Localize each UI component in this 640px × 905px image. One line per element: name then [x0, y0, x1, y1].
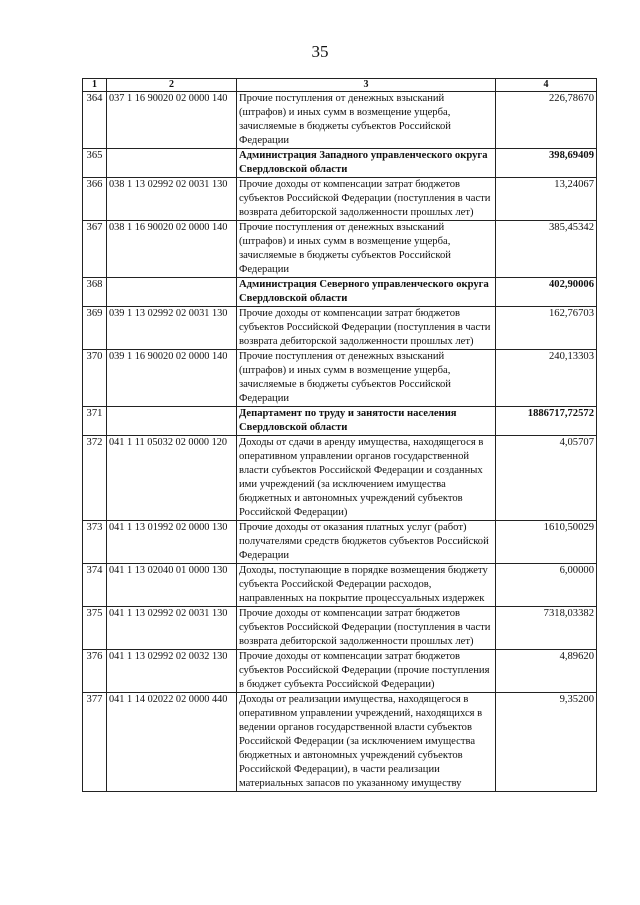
table-header-row [83, 79, 597, 92]
table-row [83, 178, 597, 221]
revenue-amount: 9,35200 [496, 693, 597, 792]
table-row [83, 564, 597, 607]
table-row [83, 350, 597, 407]
revenue-amount: 6,00000 [496, 564, 597, 607]
revenue-amount: 4,05707 [496, 436, 597, 521]
table-row [83, 149, 597, 178]
budget-classification-code: 037 1 16 90020 02 0000 140 [107, 92, 237, 149]
revenue-amount: 240,13303 [496, 350, 597, 407]
row-number: 377 [83, 693, 107, 792]
table-row [83, 650, 597, 693]
table-row [83, 307, 597, 350]
budget-classification-code [107, 149, 237, 178]
row-number: 374 [83, 564, 107, 607]
column-header-1: 1 [83, 79, 107, 92]
revenue-name: Доходы, поступающие в порядке возмещения бюджету субъекта Российской Федерации расходов, направленных на покрытие процессуальных издержек [237, 564, 496, 607]
revenue-name: Прочие поступления от денежных взысканий (штрафов) и иных сумм в возмещение ущерба, зачисляемые в бюджеты субъектов Российской Федерации [237, 350, 496, 407]
table-row [83, 278, 597, 307]
revenue-amount: 398,69409 [496, 149, 597, 178]
column-header-4: 4 [496, 79, 597, 92]
table-row [83, 221, 597, 278]
row-number: 376 [83, 650, 107, 693]
row-number: 365 [83, 149, 107, 178]
budget-classification-code: 041 1 13 02992 02 0032 130 [107, 650, 237, 693]
budget-classification-code: 041 1 13 02040 01 0000 130 [107, 564, 237, 607]
column-header-3: 3 [237, 79, 496, 92]
revenue-name: Прочие поступления от денежных взысканий (штрафов) и иных сумм в возмещение ущерба, зачисляемые в бюджеты субъектов Российской Федерации [237, 92, 496, 149]
budget-classification-code: 039 1 13 02992 02 0031 130 [107, 307, 237, 350]
table-row [83, 436, 597, 521]
row-number: 371 [83, 407, 107, 436]
revenue-name: Прочие доходы от оказания платных услуг (работ) получателями средств бюджетов субъектов Российской Федерации [237, 521, 496, 564]
revenue-name: Прочие доходы от компенсации затрат бюджетов субъектов Российской Федерации (прочие поступления в бюджет субъекта Российской Федерации) [237, 650, 496, 693]
revenue-amount: 1886717,72572 [496, 407, 597, 436]
budget-classification-code: 041 1 11 05032 02 0000 120 [107, 436, 237, 521]
revenue-amount: 226,78670 [496, 92, 597, 149]
table-row [83, 521, 597, 564]
revenue-amount: 7318,03382 [496, 607, 597, 650]
revenue-amount: 1610,50029 [496, 521, 597, 564]
budget-classification-code: 039 1 16 90020 02 0000 140 [107, 350, 237, 407]
table-row [83, 92, 597, 149]
revenue-name: Департамент по труду и занятости населения Свердловской области [237, 407, 496, 436]
revenue-name: Прочие доходы от компенсации затрат бюджетов субъектов Российской Федерации (поступления в части возврата дебиторской задолженности прошлых лет) [237, 607, 496, 650]
budget-classification-code [107, 278, 237, 307]
column-header-2: 2 [107, 79, 237, 92]
row-number: 367 [83, 221, 107, 278]
row-number: 372 [83, 436, 107, 521]
revenue-name: Администрация Западного управленческого округа Свердловской области [237, 149, 496, 178]
budget-classification-code: 041 1 13 01992 02 0000 130 [107, 521, 237, 564]
revenue-name: Администрация Северного управленческого округа Свердловской области [237, 278, 496, 307]
row-number: 369 [83, 307, 107, 350]
budget-classification-code: 041 1 13 02992 02 0031 130 [107, 607, 237, 650]
revenue-name: Доходы от реализации имущества, находящегося в оперативном управлении учреждений, находящихся в ведении органов государственной власти субъектов Российской Федерации (за исключением имущества бюджетных и автономных учреждений субъектов Российской Федерации), в части реализации материальных запасов по указанному имуществу [237, 693, 496, 792]
table-row [83, 693, 597, 792]
revenue-name: Прочие доходы от компенсации затрат бюджетов субъектов Российской Федерации (поступления в части возврата дебиторской задолженности прошлых лет) [237, 307, 496, 350]
row-number: 364 [83, 92, 107, 149]
revenue-name: Прочие поступления от денежных взысканий (штрафов) и иных сумм в возмещение ущерба, зачисляемые в бюджеты субъектов Российской Федерации [237, 221, 496, 278]
row-number: 366 [83, 178, 107, 221]
revenue-table [82, 78, 597, 792]
revenue-name: Прочие доходы от компенсации затрат бюджетов субъектов Российской Федерации (поступления в части возврата дебиторской задолженности прошлых лет) [237, 178, 496, 221]
table-row [83, 607, 597, 650]
budget-classification-code: 038 1 13 02992 02 0031 130 [107, 178, 237, 221]
budget-classification-code [107, 407, 237, 436]
row-number: 373 [83, 521, 107, 564]
revenue-amount: 385,45342 [496, 221, 597, 278]
budget-classification-code: 041 1 14 02022 02 0000 440 [107, 693, 237, 792]
row-number: 368 [83, 278, 107, 307]
table-row [83, 407, 597, 436]
revenue-amount: 13,24067 [496, 178, 597, 221]
page-number: 35 [311, 42, 329, 61]
revenue-name: Доходы от сдачи в аренду имущества, находящегося в оперативном управлении органов государственной власти субъектов Российской Федерации и созданных ими учреждений (за исключением имущества бюджетных и автономных учреждений субъектов Российской Федерации) [237, 436, 496, 521]
revenue-amount: 402,90006 [496, 278, 597, 307]
budget-classification-code: 038 1 16 90020 02 0000 140 [107, 221, 237, 278]
revenue-amount: 4,89620 [496, 650, 597, 693]
row-number: 370 [83, 350, 107, 407]
row-number: 375 [83, 607, 107, 650]
revenue-amount: 162,76703 [496, 307, 597, 350]
